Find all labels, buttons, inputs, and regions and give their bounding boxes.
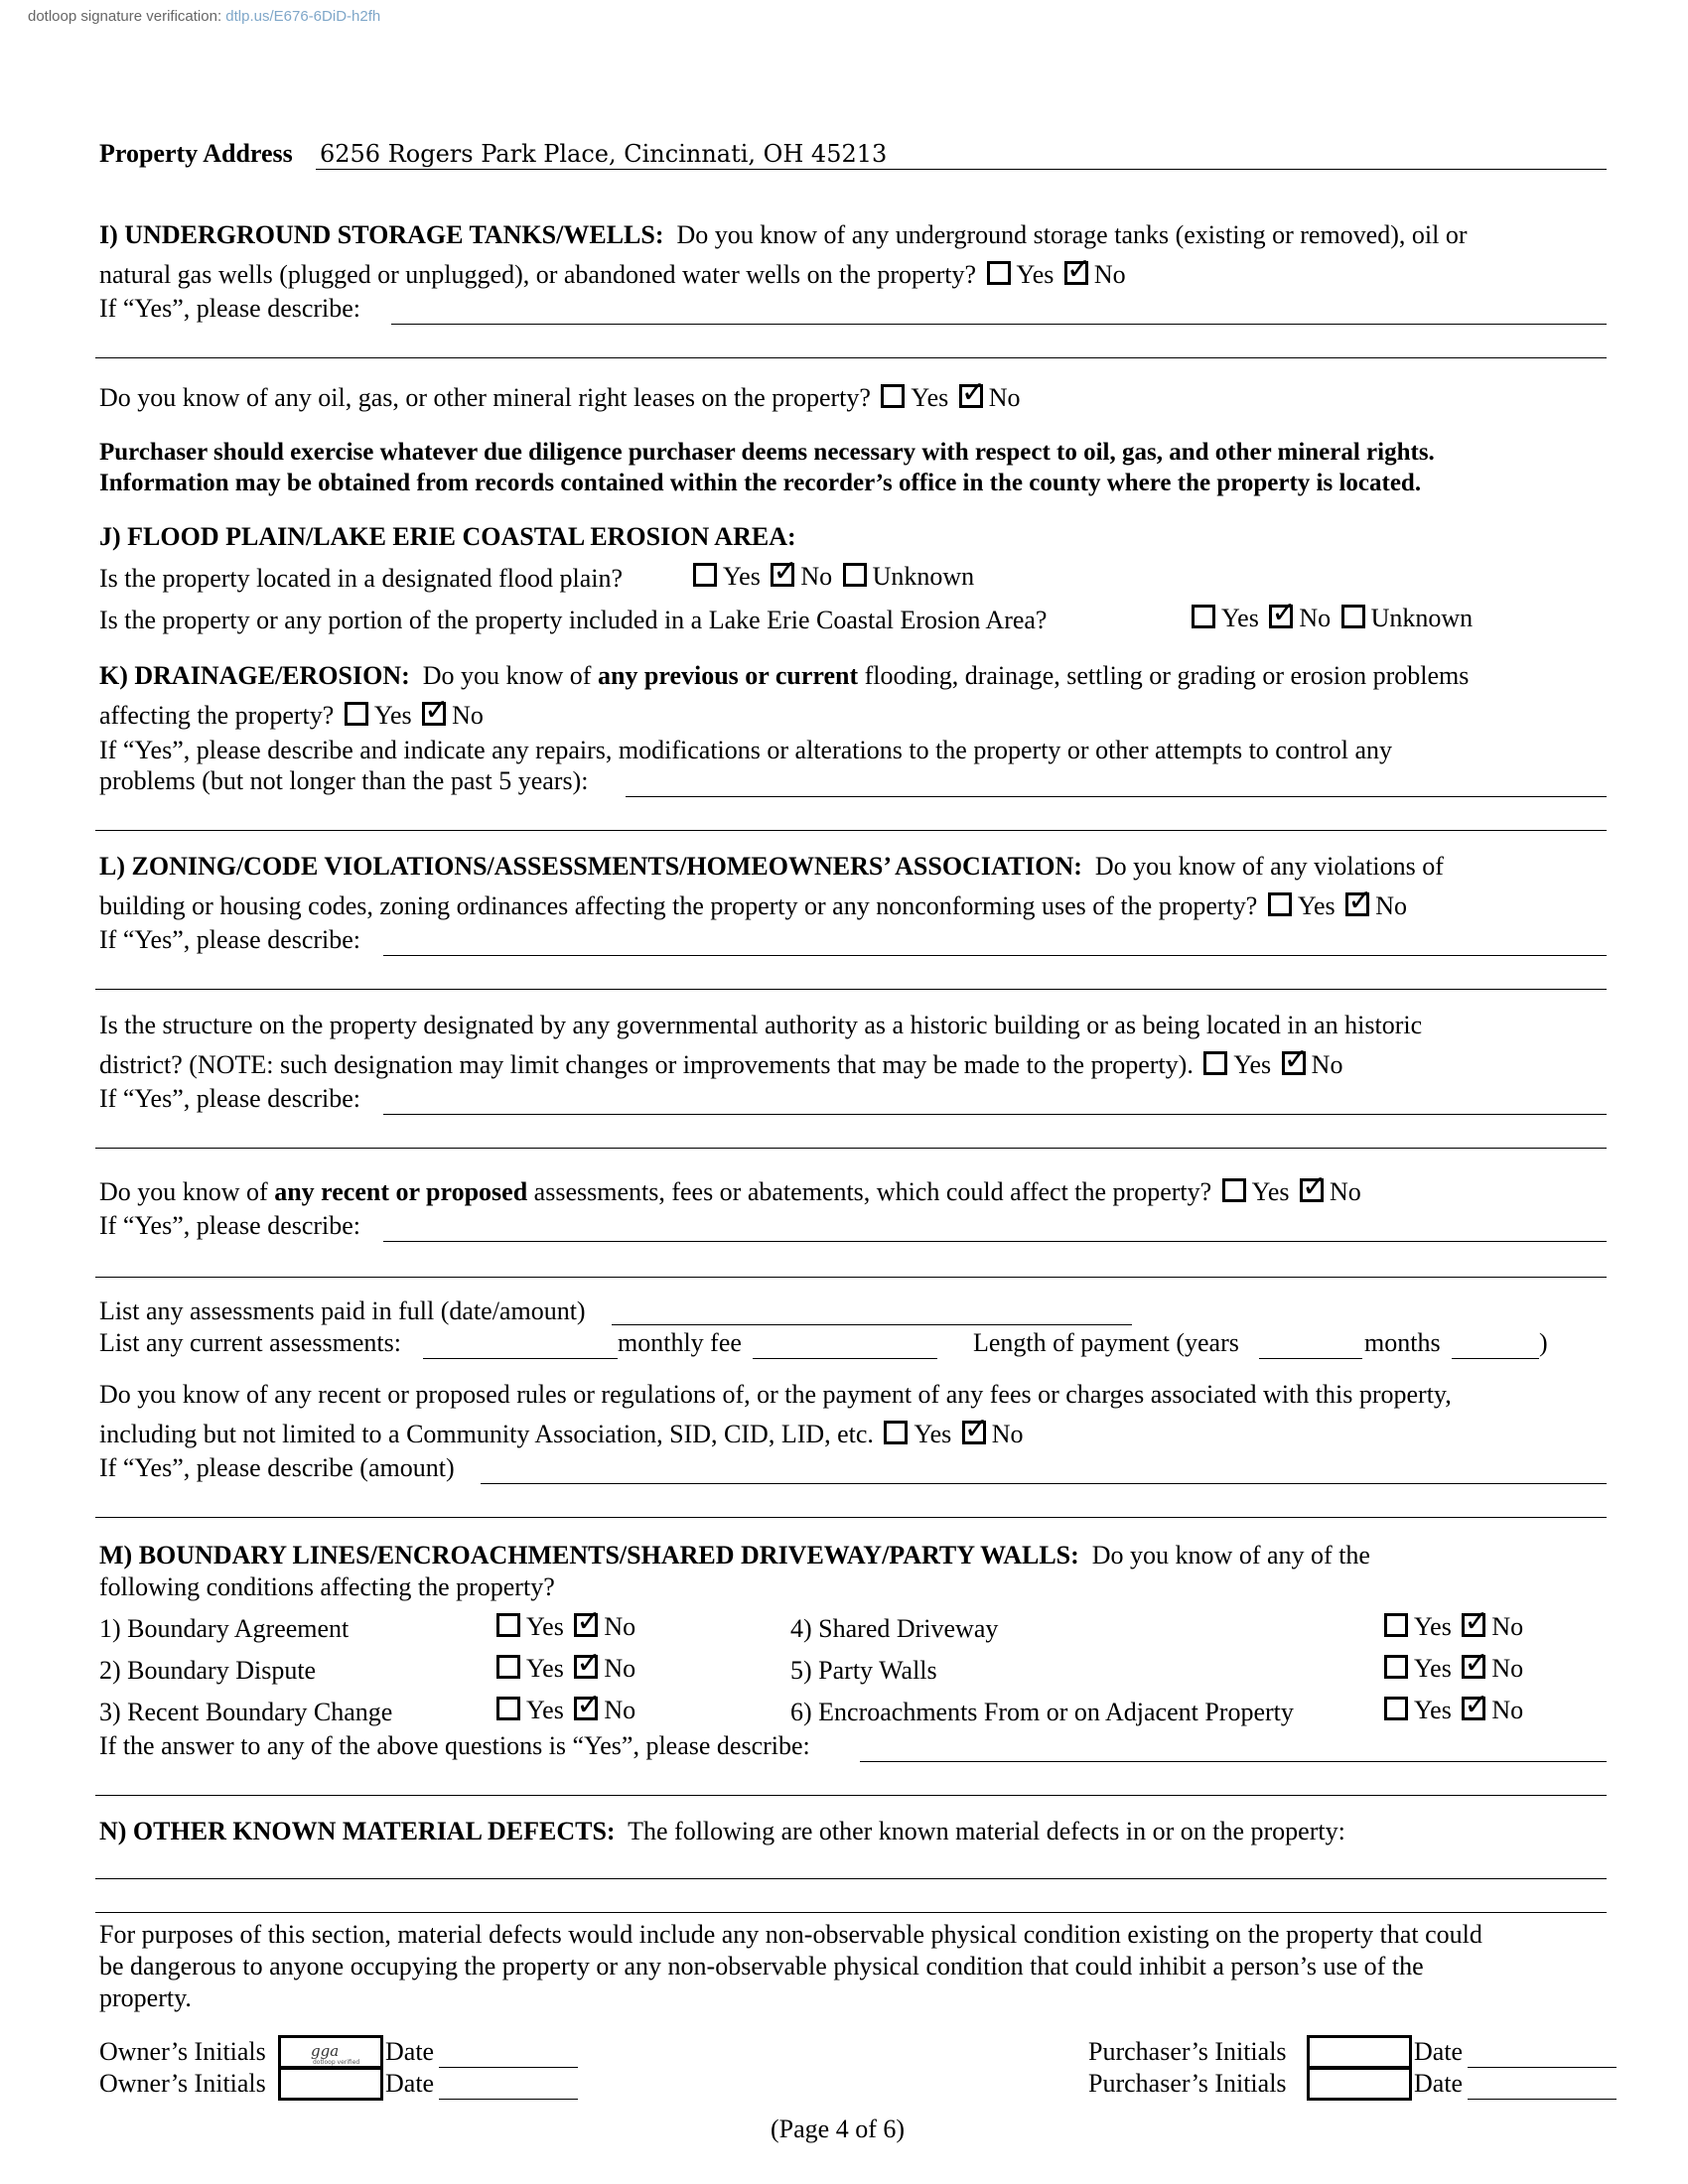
flood-plain-no-checkbox[interactable] xyxy=(771,554,798,589)
hoa-yes-checkbox[interactable] xyxy=(884,1421,908,1444)
section-n-title: N) OTHER KNOWN MATERIAL DEFECTS: xyxy=(99,1817,616,1845)
historic-question-1: Is the structure on the property designated by any governmental authority as a historic building or as being located in an historic xyxy=(99,1011,1423,1039)
length-of-payment-label: Length of payment (years xyxy=(973,1328,1239,1357)
owner-initials-signature-sub: dotloop verified xyxy=(313,2059,360,2066)
owner-initials-label-2: Owner’s Initials xyxy=(99,2069,266,2098)
hoa-no-checkbox[interactable] xyxy=(962,1412,989,1446)
hoa-describe-label: If “Yes”, please describe (amount) xyxy=(99,1453,455,1482)
coastal-erosion-yes-checkbox[interactable] xyxy=(1192,605,1215,628)
check-icon: ✓ xyxy=(1347,884,1373,918)
section-i-line1: I) UNDERGROUND STORAGE TANKS/WELLS: Do you know of any underground storage tanks (existing or removed), oil or xyxy=(99,220,1468,249)
historic-question-2: district? (NOTE: such designation may limit changes or improvements that may be made to the property). Yes ✓ No xyxy=(99,1042,1343,1079)
boundary-describe-label: If the answer to any of the above questions is “Yes”, please describe: xyxy=(99,1731,810,1760)
section-i-describe-line-2[interactable] xyxy=(95,357,1607,358)
section-l-line1: L) ZONING/CODE VIOLATIONS/ASSESSMENTS/HOMEOWNERS’ ASSOCIATION: Do you know of any violations of xyxy=(99,852,1444,881)
party-walls-no-checkbox[interactable] xyxy=(1462,1646,1489,1681)
boundary-dispute-yes-checkbox[interactable] xyxy=(496,1655,520,1679)
current-assessments-label: List any current assessments: xyxy=(99,1328,401,1357)
assessments-no-checkbox[interactable] xyxy=(1300,1169,1328,1204)
defects-paragraph-2: be dangerous to anyone occupying the property or any non-observable physical condition that could inhibit a person’s use of the xyxy=(99,1952,1424,1980)
violations-describe-line-2[interactable] xyxy=(95,989,1607,990)
coastal-erosion-unknown-checkbox[interactable] xyxy=(1341,605,1365,628)
property-address-value[interactable]: 6256 Rogers Park Place, Cincinnati, OH 45213 xyxy=(320,140,888,168)
mineral-notice-2: Information may be obtained from records contained within the recorder’s office in the county where the property is located. xyxy=(99,470,1422,496)
hoa-question-1: Do you know of any recent or proposed rules or regulations of, or the payment of any fees or charges associated with this property, xyxy=(99,1380,1452,1409)
flood-plain-options: Yes ✓ No Unknown xyxy=(689,562,974,592)
assessments-paid-line[interactable] xyxy=(612,1324,1132,1325)
purchaser-initials-label-1: Purchaser’s Initials xyxy=(1088,2037,1287,2066)
recent-boundary-change-yes-checkbox[interactable] xyxy=(496,1697,520,1720)
boundary-agreement-options: Yes ✓ No xyxy=(492,1612,635,1642)
section-i-describe-line[interactable] xyxy=(391,324,1607,325)
hoa-describe-line-2[interactable] xyxy=(95,1517,1607,1518)
verification-prefix: dotloop signature verification: xyxy=(28,8,226,25)
page-number: (Page 4 of 6) xyxy=(771,2115,906,2143)
defects-line-2[interactable] xyxy=(95,1912,1607,1913)
party-walls-label: 5) Party Walls xyxy=(790,1656,937,1685)
purchaser-date-line-1[interactable] xyxy=(1468,2067,1617,2068)
section-m-line2: following conditions affecting the property? xyxy=(99,1572,555,1601)
assessments-question: Do you know of any recent or proposed assessments, fees or abatements, which could affect the property? Yes ✓ No xyxy=(99,1169,1361,1206)
property-address-line xyxy=(316,169,1607,170)
encroachments-no-checkbox[interactable] xyxy=(1462,1688,1489,1722)
months-label: months xyxy=(1364,1328,1441,1357)
check-icon: ✓ xyxy=(963,1412,989,1446)
encroachments-label: 6) Encroachments From or on Adjacent Property xyxy=(790,1698,1294,1726)
section-i-tanks-yes-checkbox[interactable] xyxy=(987,261,1011,285)
violations-describe-label: If “Yes”, please describe: xyxy=(99,925,361,954)
drainage-describe-2: problems (but not longer than the past 5 years): xyxy=(99,766,589,795)
check-icon: ✓ xyxy=(576,1646,602,1681)
shared-driveway-no-checkbox[interactable] xyxy=(1462,1604,1489,1639)
section-m-line1: M) BOUNDARY LINES/ENCROACHMENTS/SHARED DRIVEWAY/PARTY WALLS: Do you know of any of the xyxy=(99,1541,1370,1570)
assessments-describe-line[interactable] xyxy=(383,1241,1607,1242)
owner-date-label-2: Date xyxy=(385,2069,435,2098)
hoa-describe-line[interactable] xyxy=(481,1483,1607,1484)
shared-driveway-label: 4) Shared Driveway xyxy=(790,1614,999,1643)
section-i-title: I) UNDERGROUND STORAGE TANKS/WELLS: xyxy=(99,220,664,249)
boundary-dispute-no-checkbox[interactable] xyxy=(574,1646,602,1681)
section-i-describe-label: If “Yes”, please describe: xyxy=(99,294,361,323)
historic-describe-line-2[interactable] xyxy=(95,1148,1607,1149)
mineral-leases-question: Do you know of any oil, gas, or other mineral right leases on the property? Yes ✓ No xyxy=(99,375,1021,412)
purchaser-date-label-2: Date xyxy=(1414,2069,1464,2098)
violations-describe-line[interactable] xyxy=(383,955,1607,956)
flood-plain-question: Is the property located in a designated flood plain? xyxy=(99,564,624,593)
owner-initials-box-2[interactable] xyxy=(278,2067,383,2101)
check-icon: ✓ xyxy=(1302,1169,1328,1204)
assessments-describe-label: If “Yes”, please describe: xyxy=(99,1211,361,1240)
owner-initials-label-1: Owner’s Initials xyxy=(99,2037,266,2066)
boundary-describe-line-2[interactable] xyxy=(95,1795,1607,1796)
payment-months-line[interactable] xyxy=(1452,1358,1539,1359)
section-k-title: K) DRAINAGE/EROSION: xyxy=(99,661,410,690)
violations-yes-checkbox[interactable] xyxy=(1268,892,1292,916)
mineral-leases-no-checkbox[interactable] xyxy=(959,375,986,410)
check-icon: ✓ xyxy=(1464,1604,1489,1639)
party-walls-yes-checkbox[interactable] xyxy=(1384,1655,1408,1679)
boundary-describe-line[interactable] xyxy=(860,1761,1607,1762)
property-address-label: Property Address xyxy=(99,139,293,168)
purchaser-initials-box-2[interactable] xyxy=(1307,2067,1412,2101)
boundary-agreement-label: 1) Boundary Agreement xyxy=(99,1614,350,1643)
check-icon: ✓ xyxy=(1464,1688,1489,1722)
violations-no-checkbox[interactable] xyxy=(1345,884,1373,918)
owner-initials-signature: gga xyxy=(311,2042,340,2060)
boundary-dispute-options: Yes ✓ No xyxy=(492,1654,635,1684)
payment-years-line[interactable] xyxy=(1259,1358,1362,1359)
coastal-erosion-options: Yes ✓ No Unknown xyxy=(1188,604,1473,633)
defects-line-1[interactable] xyxy=(95,1878,1607,1879)
encroachments-options: Yes ✓ No xyxy=(1380,1696,1523,1725)
assessments-yes-checkbox[interactable] xyxy=(1222,1178,1246,1202)
drainage-describe-line[interactable] xyxy=(626,796,1607,797)
owner-date-line-1[interactable] xyxy=(439,2067,578,2068)
check-icon: ✓ xyxy=(576,1604,602,1639)
section-k-line1: K) DRAINAGE/EROSION: Do you know of any previous or current flooding, drainage, settling or grading or erosion problems xyxy=(99,661,1470,690)
section-j-title: J) FLOOD PLAIN/LAKE ERIE COASTAL EROSION AREA: xyxy=(99,522,796,551)
boundary-dispute-label: 2) Boundary Dispute xyxy=(99,1656,317,1685)
flood-plain-yes-checkbox[interactable] xyxy=(693,563,717,587)
coastal-erosion-question: Is the property or any portion of the property included in a Lake Erie Coastal Erosion Area? xyxy=(99,606,1048,634)
check-icon: ✓ xyxy=(424,693,450,728)
defects-paragraph-1: For purposes of this section, material defects would include any non-observable physical condition existing on the property that could xyxy=(99,1920,1482,1949)
historic-yes-checkbox[interactable] xyxy=(1203,1051,1227,1075)
party-walls-options: Yes ✓ No xyxy=(1380,1654,1523,1684)
drainage-describe-1: If “Yes”, please describe and indicate any repairs, modifications or alterations to the property or other attempts to control any xyxy=(99,736,1392,764)
section-k-line2: affecting the property? Yes ✓ No xyxy=(99,693,484,730)
mineral-leases-yes-checkbox[interactable] xyxy=(881,384,905,408)
check-icon: ✓ xyxy=(773,554,798,589)
check-icon: ✓ xyxy=(1464,1646,1489,1681)
signature-verification-header xyxy=(28,8,380,25)
drainage-yes-checkbox[interactable] xyxy=(345,702,368,726)
shared-driveway-yes-checkbox[interactable] xyxy=(1384,1613,1408,1637)
historic-describe-label: If “Yes”, please describe: xyxy=(99,1084,361,1113)
check-icon: ✓ xyxy=(576,1688,602,1722)
owner-date-label-1: Date xyxy=(385,2037,435,2066)
shared-driveway-options: Yes ✓ No xyxy=(1380,1612,1523,1642)
owner-initials-box-1[interactable] xyxy=(278,2035,383,2069)
check-icon: ✓ xyxy=(960,375,986,410)
check-icon: ✓ xyxy=(1065,252,1091,287)
encroachments-yes-checkbox[interactable] xyxy=(1384,1697,1408,1720)
defects-paragraph-3: property. xyxy=(99,1983,192,2012)
section-l-line2: building or housing codes, zoning ordinances affecting the property or any nonconforming uses of the property? Yes ✓ No xyxy=(99,884,1407,920)
check-icon: ✓ xyxy=(1283,1042,1309,1077)
boundary-agreement-no-checkbox[interactable] xyxy=(574,1604,602,1639)
section-n-line: N) OTHER KNOWN MATERIAL DEFECTS: The following are other known material defects in or on the property: xyxy=(99,1817,1345,1845)
historic-describe-line[interactable] xyxy=(383,1114,1607,1115)
assessments-paid-label: List any assessments paid in full (date/amount) xyxy=(99,1297,586,1325)
historic-no-checkbox[interactable] xyxy=(1282,1042,1309,1077)
recent-boundary-change-no-checkbox[interactable] xyxy=(574,1688,602,1722)
assessments-describe-line-2[interactable] xyxy=(95,1277,1607,1278)
purchaser-date-line-2[interactable] xyxy=(1468,2099,1617,2100)
hoa-question-2: including but not limited to a Community Association, SID, CID, LID, etc. Yes ✓ No xyxy=(99,1412,1024,1448)
boundary-agreement-yes-checkbox[interactable] xyxy=(496,1613,520,1637)
section-i-line2: natural gas wells (plugged or unplugged), or abandoned water wells on the property? Yes ✓ No xyxy=(99,252,1126,289)
purchaser-initials-box-1[interactable] xyxy=(1307,2035,1412,2069)
monthly-fee-label: monthly fee xyxy=(618,1328,742,1357)
current-assessments-line[interactable] xyxy=(423,1358,618,1359)
drainage-describe-line-2[interactable] xyxy=(95,830,1607,831)
check-icon: ✓ xyxy=(1271,596,1297,630)
section-i-tanks-no-checkbox[interactable] xyxy=(1064,252,1091,287)
monthly-fee-line[interactable] xyxy=(753,1358,937,1359)
section-l-title: L) ZONING/CODE VIOLATIONS/ASSESSMENTS/HOMEOWNERS’ ASSOCIATION: xyxy=(99,852,1082,881)
coastal-erosion-no-checkbox[interactable] xyxy=(1269,596,1297,630)
drainage-no-checkbox[interactable] xyxy=(422,693,450,728)
length-close-paren: ) xyxy=(1539,1328,1548,1357)
recent-boundary-change-options: Yes ✓ No xyxy=(492,1696,635,1725)
mineral-notice-1: Purchaser should exercise whatever due diligence purchaser deems necessary with respect to oil, gas, and other mineral rights. xyxy=(99,439,1435,466)
owner-date-line-2[interactable] xyxy=(439,2099,578,2100)
flood-plain-unknown-checkbox[interactable] xyxy=(843,563,867,587)
purchaser-initials-label-2: Purchaser’s Initials xyxy=(1088,2069,1287,2098)
recent-boundary-change-label: 3) Recent Boundary Change xyxy=(99,1698,393,1726)
purchaser-date-label-1: Date xyxy=(1414,2037,1464,2066)
section-m-title: M) BOUNDARY LINES/ENCROACHMENTS/SHARED DRIVEWAY/PARTY WALLS: xyxy=(99,1541,1079,1570)
verification-link[interactable]: dtlp.us/E676-6DiD-h2fh xyxy=(225,8,381,25)
